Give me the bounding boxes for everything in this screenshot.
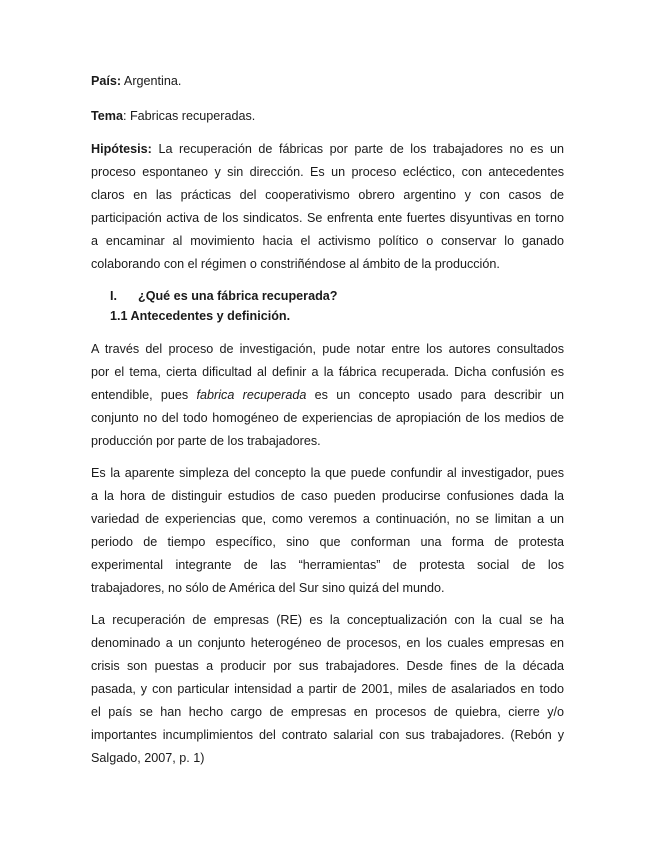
italic-term: fabrica recuperada <box>196 388 307 402</box>
paragraph-line: periodo de tiempo específico, sino que conforman una forma de protesta <box>91 535 564 549</box>
hypothesis-line: proceso espontaneo y sin dirección. Es un proceso ecléctico, con antecedentes <box>91 165 564 179</box>
subsection-title: 1.1 Antecedentes y definición. <box>110 309 291 323</box>
paragraph-text: es un concepto usado para describir un <box>306 388 565 402</box>
section-number: I. <box>110 289 117 303</box>
paragraph-line: Salgado, 2007, p. 1) <box>91 751 205 765</box>
hypothesis-text: La recuperación de fábricas por parte de los trabajadores no es un <box>151 142 564 156</box>
subsection-heading <box>110 308 583 324</box>
country-value: Argentina. <box>121 74 182 88</box>
paragraph-line: experimental integrante de las “herramientas” de protesta social de los <box>91 558 564 572</box>
hypothesis-line: colaborando con el régimen o constriñéndose al ámbito de la producción. <box>91 257 500 271</box>
paragraph-line: conjunto no del todo homogéneo de experiencias de apropiación de los medios de <box>91 411 564 425</box>
paragraph-line: importantes incumplimientos del contrato salarial con sus trabajadores. (Rebón y <box>91 728 564 742</box>
paragraph-line: a la hora de distinguir estudios de caso pueden producirse confusiones dada la <box>91 489 564 503</box>
paragraph-line: trabajadores, no sólo de América del Sur sino quizá del mundo. <box>91 581 445 595</box>
country-label: País: <box>91 74 122 88</box>
paragraph-line: el país se han hecho cargo de empresas en procesos de quiebra, cierre y/o <box>91 705 564 719</box>
section-title: ¿Qué es una fábrica recuperada? <box>138 289 338 303</box>
paragraph-line: pasada, y con particular intensidad a partir de 2001, miles de asalariados en todo <box>91 682 564 696</box>
topic-label: Tema <box>91 109 123 123</box>
hypothesis-line: claros en las prácticas del cooperativismo obrero argentino y con casos de <box>91 188 564 202</box>
paragraph-line: por el tema, cierta dificultad al definir a la fábrica recuperada. Dicha confusión es <box>91 365 564 379</box>
paragraph-line: Es la aparente simpleza del concepto la que puede confundir al investigador, pues <box>91 466 564 480</box>
hypothesis-line: a encaminar al movimiento hacia el activismo político o conservar lo ganado <box>91 234 564 248</box>
paragraph-line: La recuperación de empresas (RE) es la conceptualización con la cual se ha <box>91 613 564 627</box>
paragraph-text: entendible, pues <box>91 388 197 402</box>
hypothesis-line <box>91 141 564 157</box>
paragraph-line: variedad de experiencias que, como veremos a continuación, no se limitan a un <box>91 512 564 526</box>
paragraph-line: crisis son puestas a producir por sus trabajadores. Desde fines de la década <box>91 659 564 673</box>
paragraph-line <box>91 387 564 403</box>
paragraph-line: A través del proceso de investigación, pude notar entre los autores consultados <box>91 342 564 356</box>
paragraph-line: producción por parte de los trabajadores. <box>91 434 321 448</box>
hypothesis-line: participación activa de los sindicatos. Se enfrenta ente fuertes disyuntivas en torno <box>91 211 564 225</box>
section-heading <box>110 288 583 304</box>
topic-value: : Fabricas recuperadas. <box>122 109 256 123</box>
country-line <box>91 73 564 89</box>
paragraph-line: denominado a un conjunto heterogéneo de procesos, en los cuales empresas en <box>91 636 564 650</box>
topic-line <box>91 108 564 124</box>
hypothesis-label: Hipótesis: <box>91 142 152 156</box>
